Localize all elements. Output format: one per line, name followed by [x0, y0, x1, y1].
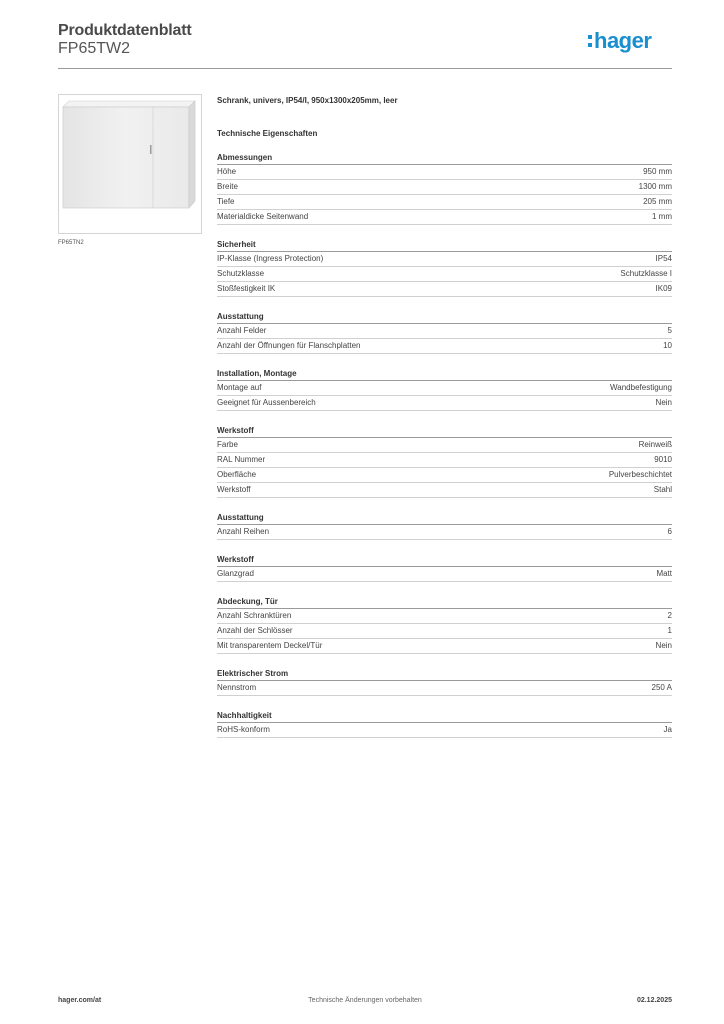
table-row [217, 180, 672, 195]
section-title: Ausstattung [217, 311, 672, 324]
row-label: Montage auf [217, 383, 262, 392]
row-value: 205 mm [643, 197, 672, 206]
row-value: Matt [656, 569, 672, 578]
row-label: Schutzklasse [217, 269, 265, 278]
row-value: Reinweiß [638, 440, 672, 449]
section-title: Werkstoff [217, 425, 672, 438]
table-row [217, 567, 672, 582]
row-value: Nein [655, 641, 672, 650]
row-label: Nennstrom [217, 683, 257, 692]
table-row [217, 639, 672, 654]
table-row [217, 468, 672, 483]
row-label: Stoßfestigkeit IK [217, 284, 276, 293]
row-value: Schutzklasse I [620, 269, 672, 278]
section-equipment [217, 311, 672, 354]
technical-properties-title: Technische Eigenschaften [217, 129, 318, 138]
row-value: IP54 [655, 254, 672, 263]
row-value: 950 mm [643, 167, 672, 176]
row-value: 9010 [654, 455, 672, 464]
row-value: 5 [667, 326, 672, 335]
section-title: Nachhaltigkeit [217, 710, 672, 723]
row-value: 6 [667, 527, 672, 536]
section-sustainability [217, 710, 672, 738]
row-label: Anzahl Schranktüren [217, 611, 292, 620]
section-title: Ausstattung [217, 512, 672, 525]
row-label: Oberfläche [217, 470, 257, 479]
footer-date: 02.12.2025 [636, 997, 672, 1004]
section-title: Elektrischer Strom [217, 668, 672, 681]
row-label: Mit transparentem Deckel/Tür [217, 641, 323, 650]
row-label: Anzahl der Schlösser [217, 626, 293, 635]
section-cover-door [217, 596, 672, 654]
table-row [217, 396, 672, 411]
image-caption: FP65TN2 [58, 240, 84, 246]
section-material [217, 425, 672, 498]
section-title: Installation, Montage [217, 368, 672, 381]
row-label: Materialdicke Seitenwand [217, 212, 309, 221]
product-code: FP65TW2 [58, 40, 131, 57]
page-footer [58, 997, 672, 1009]
document-title: Produktdatenblatt [58, 22, 192, 39]
row-label: Anzahl der Öffnungen für Flanschplatten [217, 341, 361, 350]
section-title: Abmessungen [217, 152, 672, 165]
product-image [58, 94, 202, 234]
table-row [217, 267, 672, 282]
table-row [217, 681, 672, 696]
row-label: IP-Klasse (Ingress Protection) [217, 254, 324, 263]
row-label: Anzahl Felder [217, 326, 267, 335]
section-electric-current [217, 668, 672, 696]
row-label: Geeignet für Aussenbereich [217, 398, 316, 407]
row-label: Breite [217, 182, 238, 191]
row-value: 1 [667, 626, 672, 635]
table-row [217, 381, 672, 396]
page-header [58, 20, 672, 68]
row-value: 1 mm [652, 212, 672, 221]
footer-website-link[interactable]: hager.com/at [58, 997, 102, 1004]
section-safety [217, 239, 672, 297]
row-label: RAL Nummer [217, 455, 266, 464]
section-title: Sicherheit [217, 239, 672, 252]
cabinet-product-image-icon [59, 95, 201, 233]
row-value: 10 [663, 341, 672, 350]
table-row [217, 210, 672, 225]
row-label: Glanzgrad [217, 569, 254, 578]
table-row [217, 252, 672, 267]
row-value: Ja [663, 725, 672, 734]
row-label: Farbe [217, 440, 238, 449]
section-title: Abdeckung, Tür [217, 596, 672, 609]
row-value: Nein [655, 398, 672, 407]
table-row [217, 438, 672, 453]
section-equipment-rows [217, 512, 672, 540]
row-value: IK09 [655, 284, 672, 293]
row-value: 1300 mm [638, 182, 672, 191]
table-row [217, 624, 672, 639]
header-divider [58, 68, 672, 69]
table-row [217, 609, 672, 624]
row-label: Anzahl Reihen [217, 527, 270, 536]
logo-text: hager [594, 28, 652, 53]
row-value: 2 [667, 611, 672, 620]
table-row [217, 282, 672, 297]
section-dimensions [217, 152, 672, 225]
table-row [217, 339, 672, 354]
row-label: Tiefe [217, 197, 235, 206]
section-material-finish [217, 554, 672, 582]
table-row [217, 723, 672, 738]
main-content [217, 94, 672, 738]
row-value: Pulverbeschichtet [608, 470, 672, 479]
row-label: Höhe [217, 167, 237, 176]
table-row [217, 483, 672, 498]
hager-logo-icon[interactable] [586, 26, 672, 58]
row-value: 250 A [651, 683, 672, 692]
row-label: Werkstoff [217, 485, 251, 494]
row-label: RoHS-konform [217, 725, 270, 734]
row-value: Stahl [653, 485, 672, 494]
table-row [217, 324, 672, 339]
section-title: Werkstoff [217, 554, 672, 567]
section-installation [217, 368, 672, 411]
row-value: Wandbefestigung [610, 383, 672, 392]
table-row [217, 525, 672, 540]
product-description: Schrank, univers, IP54/I, 950x1300x205mm, leer [217, 96, 398, 105]
table-row [217, 453, 672, 468]
footer-notice: Technische Änderungen vorbehalten [308, 997, 422, 1004]
table-row [217, 165, 672, 180]
table-row [217, 195, 672, 210]
